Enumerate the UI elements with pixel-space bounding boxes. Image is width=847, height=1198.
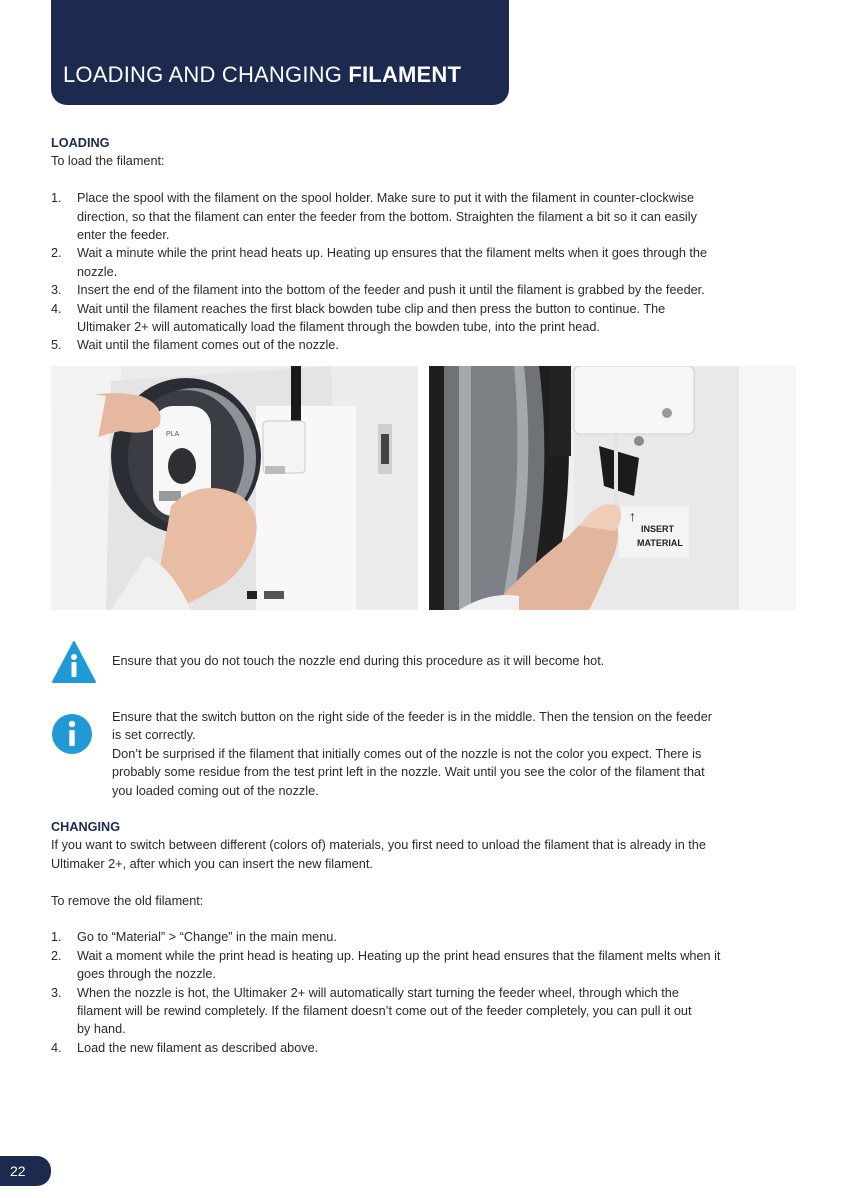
step-number: 2. [51,246,62,261]
step-line: enter the feeder. [77,228,170,243]
list-item [51,947,801,984]
notice-line: Don’t be surprised if the filament that initially comes out of the nozzle is not the color you expect. There is [112,746,702,761]
notice-line: Ensure that the switch button on the right side of the feeder is in the middle. Then the tension on the feeder [112,710,712,724]
step-line: Wait until the filament comes out of the nozzle. [77,338,339,353]
insert-label-line1: INSERT [641,524,675,534]
step-line: goes through the nozzle. [77,967,216,982]
list-item [51,281,801,299]
info-notice-text [112,708,792,800]
step-line: by hand. [77,1022,126,1037]
notice-line: probably some residue from the test print left in the nozzle. Wait until you see the color of the filament that [112,765,705,780]
step-line: Place the spool with the filament on the spool holder. Make sure to put it with the filament in counter-clockwise [77,191,695,206]
changing-intro-line: Ultimaker 2+, after which you can insert the new filament. [51,856,373,871]
remove-intro: To remove the old filament: [51,893,204,908]
header-banner [51,0,509,105]
list-item [51,336,801,354]
notice-line: you loaded coming out of the nozzle. [112,783,319,798]
list-item [51,1039,801,1057]
step-line: Load the new filament as described above. [77,1040,319,1055]
photo-insert-material [429,366,796,610]
step-line: When the nozzle is hot, the Ultimaker 2+ will automatically start turning the feeder wheel, through which the [77,985,679,1000]
info-circle-icon [51,713,93,755]
notice-line: Ensure that you do not touch the nozzle end during this procedure as it will become hot. [112,654,605,668]
page-title-light: LOADING AND CHANGING [63,62,349,87]
step-line: filament will be rewind completely. If the filament doesn’t come out of the feeder completely, you can pull it out [77,1004,692,1019]
step-line: Go to “Material” > “Change” in the main menu. [77,930,337,945]
list-item [51,984,801,1039]
step-number: 1. [51,191,62,206]
insert-material-illustration [429,366,796,610]
step-number: 3. [51,283,62,298]
photo-spool-placement [51,366,418,610]
list-item [51,928,801,946]
step-line: Wait a moment while the print head is heating up. Heating up the print head ensures that the filament melts when it [77,948,721,963]
step-number: 5. [51,338,62,353]
list-item [51,189,801,244]
spool-placement-illustration [51,366,418,610]
step-number: 4. [51,301,62,316]
step-line: Wait a minute while the print head heats up. Heating up ensures that the filament melts when it goes through the [77,246,708,261]
info-notice [51,708,796,803]
page-title [63,62,461,88]
changing-intro-line: If you want to switch between different (colors of) materials, you first need to unload the filament that is already in the [51,838,706,853]
loading-heading: LOADING [51,136,110,150]
page-title-bold: FILAMENT [348,62,462,87]
list-item [51,300,801,337]
changing-section [51,818,801,1057]
insert-arrow: ↑ [629,508,636,524]
warning-notice-text [112,652,792,670]
loading-steps [51,189,801,355]
warning-triangle-icon [51,640,97,684]
step-number: 3. [51,985,62,1000]
loading-section [51,134,801,355]
step-number: 4. [51,1040,62,1055]
notice-line: is set correctly. [112,728,196,743]
step-line: direction, so that the filament can enter the feeder from the bottom. Straighten the filament a bit so it can easily [77,209,697,224]
step-line: Insert the end of the filament into the bottom of the feeder and push it until the filament is grabbed by the feeder. [77,283,705,298]
step-line: Wait until the filament reaches the first black bowden tube clip and then press the button to continue. The [77,301,666,316]
insert-label-line2: MATERIAL [637,538,683,548]
loading-intro: To load the filament: [51,154,165,169]
spool-label-text: PLA [166,431,180,438]
warning-notice [51,640,796,686]
page-number: 22 [0,1156,51,1186]
changing-heading: CHANGING [51,820,121,834]
step-line: Ultimaker 2+ will automatically load the filament through the bowden tube, into the print head. [77,320,600,335]
changing-steps [51,928,801,1057]
list-item [51,244,801,281]
step-number: 2. [51,948,62,963]
step-line: nozzle. [77,264,118,279]
step-number: 1. [51,930,62,945]
